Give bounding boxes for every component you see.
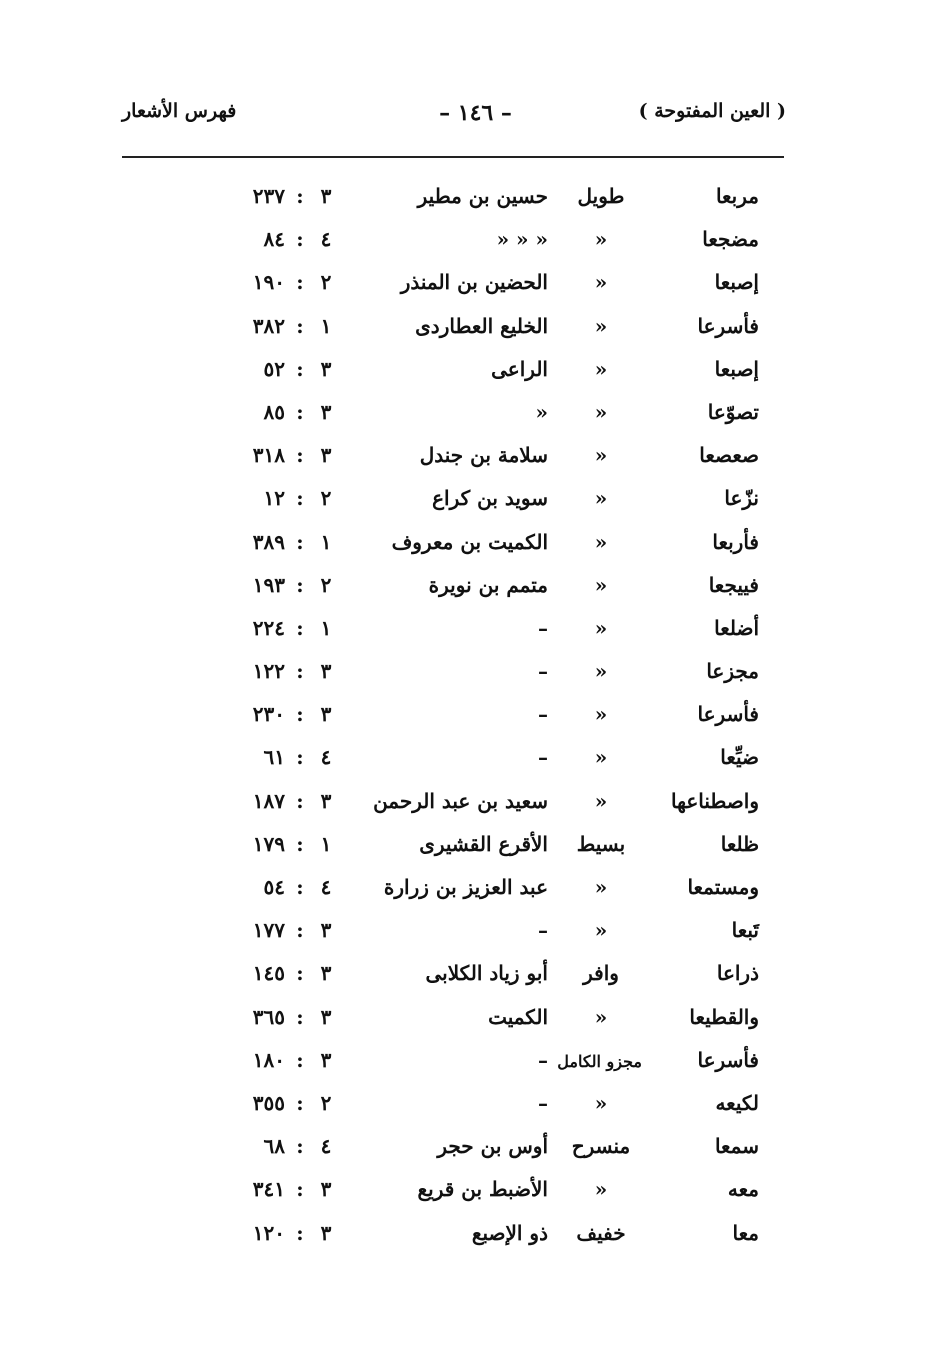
rhyme-cell: معا [732, 1220, 759, 1245]
section-title: ( العين المفتوحة ) [638, 100, 786, 122]
page-cell: ١٩٣ [252, 572, 285, 597]
separator-colon: : [296, 918, 304, 943]
table-row [0, 824, 951, 867]
separator-colon: : [296, 184, 304, 208]
meter-cell: طويل [577, 184, 625, 208]
poet-cell: – [538, 659, 548, 684]
rhyme-cell: نزّعا [724, 486, 759, 511]
poet-cell: – [538, 615, 548, 640]
page-cell: ٣١٨ [252, 443, 285, 468]
table-row [0, 651, 951, 694]
separator-colon: : [296, 1220, 304, 1245]
meter-cell: « [594, 443, 608, 468]
table-row [0, 219, 951, 262]
volume-cell: ١ [320, 313, 332, 338]
rhyme-cell: مجزعا [706, 659, 759, 684]
meter-cell: خفيف [576, 1220, 626, 1245]
separator-colon: : [296, 1004, 304, 1029]
page-cell: ١٨٠ [252, 1047, 285, 1072]
separator-colon: : [296, 615, 304, 640]
rhyme-cell: تَبعا [731, 918, 759, 943]
table-row [0, 1040, 951, 1083]
table-row [0, 867, 951, 910]
rhyme-cell: واصطناعها [671, 788, 759, 813]
meter-cell: « [594, 702, 608, 727]
page-cell: ١٢ [263, 486, 285, 511]
meter-cell: « [594, 227, 608, 252]
meter-cell: بسيط [576, 831, 626, 856]
meter-cell: « [594, 1090, 608, 1115]
page-cell: ٢٣٧ [252, 184, 285, 208]
poet-cell: الخليع العطاردى [415, 313, 548, 338]
poet-cell: سويد بن كراع [432, 486, 548, 511]
rhyme-cell: ومستمعا [687, 875, 759, 899]
meter-cell: « [594, 1177, 608, 1202]
volume-cell: ٣ [320, 1004, 332, 1029]
separator-colon: : [296, 831, 304, 856]
meter-cell: « [594, 615, 608, 640]
page-cell: ٢٣٠ [252, 702, 285, 727]
volume-cell: ٤ [320, 875, 332, 899]
poet-cell: الأضبط بن قريع [417, 1177, 548, 1202]
table-row [0, 306, 951, 349]
rhyme-cell: فأسرعا [697, 313, 759, 338]
volume-cell: ٣ [320, 399, 332, 424]
meter-cell: « [594, 529, 608, 554]
rhyme-cell: مضجعا [702, 227, 759, 252]
meter-cell: « [594, 313, 608, 338]
page-cell: ١٩٠ [252, 270, 285, 295]
page-cell: ١٧٩ [252, 831, 285, 856]
separator-colon: : [296, 443, 304, 468]
rhyme-cell: سمعا [714, 1134, 759, 1159]
page-cell: ٣٨٩ [252, 529, 285, 554]
separator-colon: : [296, 702, 304, 727]
separator-colon: : [296, 486, 304, 511]
volume-cell: ١ [320, 831, 332, 856]
poet-cell: سلامة بن جندل [419, 443, 548, 468]
separator-colon: : [296, 1090, 304, 1115]
volume-cell: ٣ [320, 702, 332, 727]
table-row [0, 781, 951, 824]
table-row [0, 522, 951, 565]
meter-cell: منسرح [571, 1134, 631, 1159]
meter-cell: « [594, 486, 608, 511]
rhyme-cell: لكيعه [715, 1090, 759, 1115]
separator-colon: : [296, 1134, 304, 1159]
page-cell: ٥٤ [263, 875, 285, 899]
index-title: فهرس الأشعار [122, 100, 237, 122]
page-cell: ١٢٠ [252, 1220, 285, 1245]
table-row [0, 1083, 951, 1126]
meter-cell: « [594, 918, 608, 943]
rhyme-cell: فأسرعا [697, 1047, 759, 1072]
table-row [0, 910, 951, 953]
meter-cell: مجزو الكامل [557, 1051, 642, 1071]
volume-cell: ٣ [320, 918, 332, 943]
meter-cell: « [594, 572, 608, 597]
table-row [0, 694, 951, 737]
separator-colon: : [296, 659, 304, 684]
page-cell: ٣٤١ [252, 1177, 285, 1202]
separator-colon: : [296, 270, 304, 295]
table-row [0, 565, 951, 608]
table-row [0, 1213, 951, 1256]
rhyme-cell: إصبعا [714, 356, 759, 381]
table-row [0, 435, 951, 478]
page-cell: ٨٥ [263, 399, 285, 424]
rhyme-cell: أضلعا [714, 615, 759, 640]
volume-cell: ٣ [320, 659, 332, 684]
volume-cell: ٣ [320, 184, 332, 208]
page-number: – ١٤٦ – [439, 100, 512, 126]
separator-colon: : [296, 313, 304, 338]
rhyme-cell: فأربعا [712, 529, 759, 554]
volume-cell: ٣ [320, 788, 332, 813]
volume-cell: ٤ [320, 1134, 332, 1159]
volume-cell: ٢ [320, 486, 332, 511]
volume-cell: ٢ [320, 270, 332, 295]
rhyme-cell: فأسرعا [697, 702, 759, 727]
meter-cell: « [594, 1004, 608, 1029]
poet-cell: – [538, 702, 548, 727]
volume-cell: ٢ [320, 572, 332, 597]
separator-colon: : [296, 1047, 304, 1072]
poet-cell: الأقرع القشيرى [419, 831, 548, 856]
separator-colon: : [296, 875, 304, 899]
page-cell: ١٤٥ [252, 961, 285, 986]
separator-colon: : [296, 1177, 304, 1202]
separator-colon: : [296, 745, 304, 770]
rhyme-cell: فييجعا [708, 572, 759, 597]
table-row [0, 176, 951, 219]
poet-cell: – [538, 745, 548, 770]
poet-cell: حسين بن مطير [417, 184, 548, 208]
poet-cell: أبو زياد الكلابى [425, 961, 548, 986]
page-cell: ١٢٢ [252, 659, 285, 684]
meter-cell: « [594, 745, 608, 770]
volume-cell: ٤ [320, 227, 332, 252]
meter-cell: « [594, 270, 608, 295]
meter-cell: « [594, 399, 608, 424]
separator-colon: : [296, 356, 304, 381]
volume-cell: ٢ [320, 1090, 332, 1115]
separator-colon: : [296, 399, 304, 424]
rhyme-cell: صعصعا [699, 443, 759, 468]
header-rule [122, 156, 784, 158]
table-row [0, 349, 951, 392]
poet-cell: – [538, 1090, 548, 1115]
rhyme-cell: ذراعا [716, 961, 759, 986]
meter-cell: « [594, 356, 608, 381]
page-cell: ٣٨٢ [252, 313, 285, 338]
separator-colon: : [296, 788, 304, 813]
poet-cell: « « « [496, 227, 548, 252]
volume-cell: ٤ [320, 745, 332, 770]
poet-cell: الكميت بن معروف [391, 529, 548, 554]
volume-cell: ٣ [320, 443, 332, 468]
table-row [0, 262, 951, 305]
poet-cell: الكميت [488, 1004, 548, 1029]
separator-colon: : [296, 529, 304, 554]
volume-cell: ١ [320, 615, 332, 640]
page-cell: ٥٢ [263, 356, 285, 381]
poet-cell: الحضين بن المنذر [400, 270, 548, 295]
separator-colon: : [296, 227, 304, 252]
separator-colon: : [296, 572, 304, 597]
poet-cell: « [535, 399, 548, 424]
page-cell: ٣٥٥ [252, 1090, 285, 1115]
rhyme-cell: ضيِّعا [720, 745, 759, 770]
volume-cell: ٣ [320, 1220, 332, 1245]
page-cell: ١٨٧ [252, 788, 285, 813]
volume-cell: ١ [320, 529, 332, 554]
poet-cell: سعيد بن عبد الرحمن [373, 788, 548, 813]
table-row [0, 608, 951, 651]
poet-cell: أوس بن حجر [437, 1134, 548, 1159]
table-row [0, 997, 951, 1040]
rhyme-cell: تصوّعا [707, 399, 759, 424]
volume-cell: ٣ [320, 961, 332, 986]
volume-cell: ٣ [320, 356, 332, 381]
meter-cell: « [594, 788, 608, 813]
rhyme-cell: والقطيعا [689, 1004, 759, 1029]
page-cell: ٣٦٥ [252, 1004, 285, 1029]
meter-cell: « [594, 875, 608, 899]
table-row [0, 1169, 951, 1212]
table-row [0, 737, 951, 780]
poetry-index-table [0, 176, 951, 1256]
page-cell: ١٧٧ [252, 918, 285, 943]
separator-colon: : [296, 961, 304, 986]
rhyme-cell: ظلعا [720, 831, 759, 856]
rhyme-cell: مربعا [715, 184, 759, 208]
volume-cell: ٣ [320, 1177, 332, 1202]
page-cell: ٨٤ [263, 227, 285, 252]
poet-cell: الراعى [491, 356, 548, 381]
table-row [0, 953, 951, 996]
rhyme-cell: معه [727, 1177, 759, 1202]
poet-cell: – [538, 918, 548, 943]
poet-cell: – [538, 1047, 548, 1072]
rhyme-cell: إصبعا [714, 270, 759, 295]
page-cell: ٢٢٤ [252, 615, 285, 640]
page-cell: ٦١ [263, 745, 285, 770]
volume-cell: ٣ [320, 1047, 332, 1072]
table-row [0, 392, 951, 435]
table-row [0, 1126, 951, 1169]
page-header [0, 100, 951, 140]
poet-cell: ذو الإصبع [471, 1220, 548, 1245]
meter-cell: « [594, 659, 608, 684]
page-cell: ٦٨ [263, 1134, 285, 1159]
poet-cell: متمم بن نويرة [428, 572, 548, 597]
poet-cell: عبد العزيز بن زرارة [383, 875, 548, 899]
meter-cell: وافر [583, 961, 619, 986]
table-row [0, 478, 951, 521]
